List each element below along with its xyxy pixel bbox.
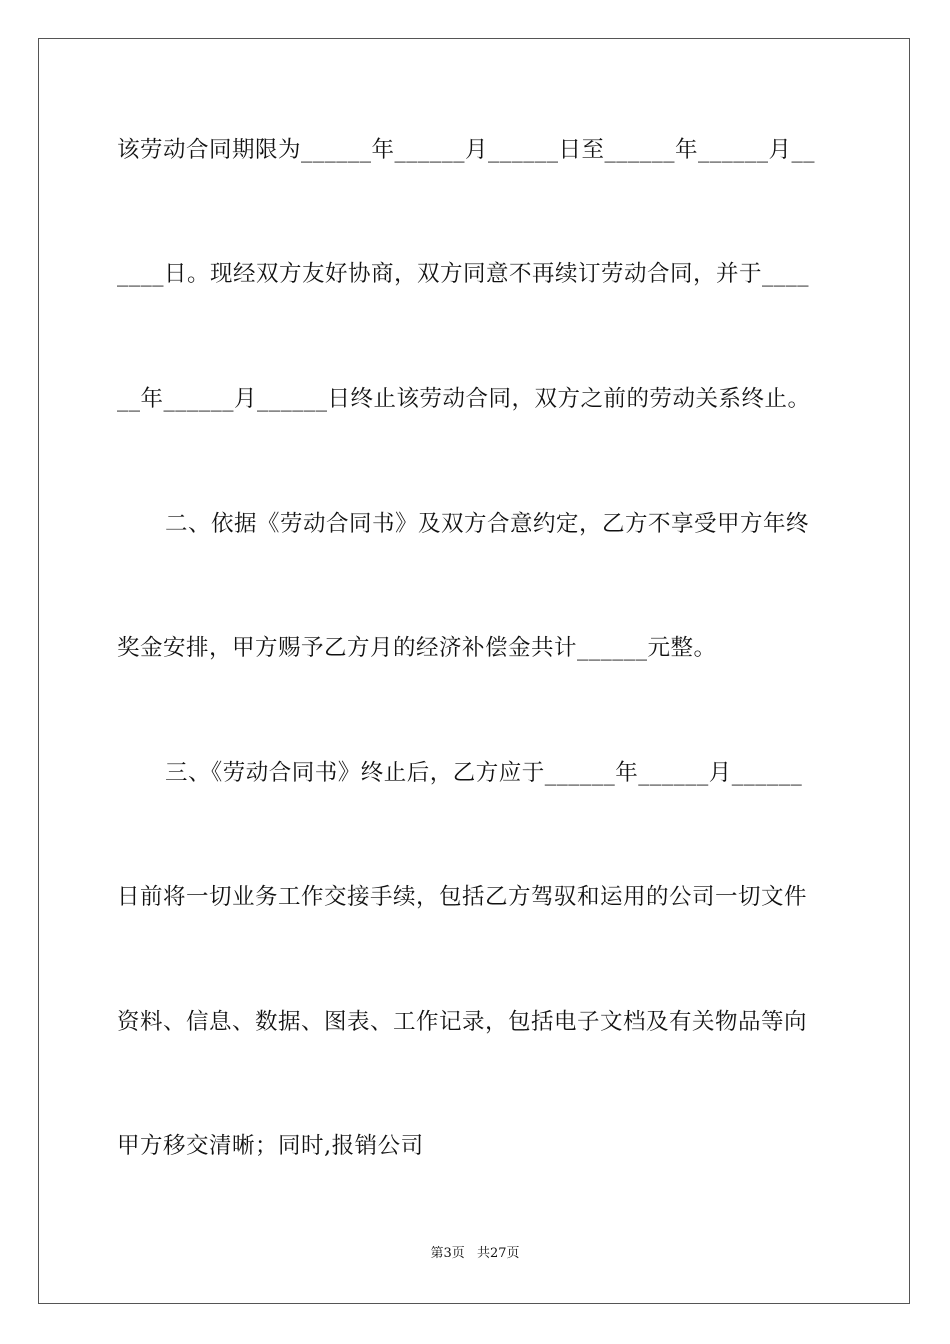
body-text-line: __年______月______日终止该劳动合同，双方之前的劳动关系终止。 [117, 386, 811, 412]
page-number: 第3页 [430, 1246, 465, 1261]
body-text-line: 奖金安排，甲方赐予乙方月的经济补偿金共计______元整。 [117, 635, 717, 661]
body-text-line: ____日。现经双方友好协商，双方同意不再续订劳动合同，并于____ [117, 261, 810, 287]
page-border [38, 38, 910, 1304]
body-text-line: 资料、信息、数据、图表、工作记录，包括电子文档及有关物品等向 [117, 1009, 808, 1035]
total-pages: 共27页 [476, 1246, 520, 1261]
clause-two-first-line: 二、依据《劳动合同书》及双方合意约定，乙方不享受甲方年终 [165, 511, 810, 537]
body-text-line: 该劳动合同期限为______年______月______日至______年______月__ [117, 137, 816, 163]
body-text-line: 甲方移交清晰；同时,报销公司 [117, 1133, 424, 1159]
body-text-line: 日前将一切业务工作交接手续，包括乙方驾驭和运用的公司一切文件 [117, 884, 808, 910]
clause-three-first-line: 三、《劳动合同书》终止后，乙方应于______年______月______ [165, 760, 803, 786]
page-footer [0, 1245, 950, 1263]
